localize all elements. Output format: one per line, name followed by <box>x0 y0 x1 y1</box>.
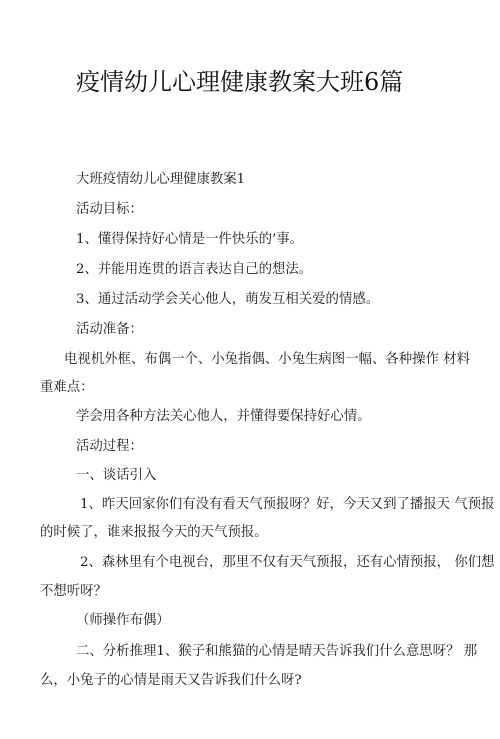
paragraph-line: 3、通过活动学会关心他人，萌发互相关爱的情感。 <box>76 292 380 307</box>
paragraph-line: 重难点： <box>40 380 94 395</box>
paragraph-line: （师操作布偶） <box>76 613 170 628</box>
document-title: 疫情幼儿心理健康教案大班6篇 <box>76 68 404 96</box>
paragraph-line: 的时候了，谁来报报今天的天气预报。 <box>40 525 268 540</box>
paragraph-line: 1、昨天回家你们有没有看天气预报呀？好，今天又到了播报天 气预报 <box>80 497 495 512</box>
paragraph-line: 么，小兔子的心情是雨天又告诉我们什么呀? <box>40 673 302 688</box>
paragraph-line: 活动目标： <box>76 202 143 217</box>
section-heading: 大班疫情幼儿心理健康教案1 <box>76 172 246 187</box>
paragraph-line: 活动准备： <box>76 322 143 337</box>
paragraph-line: 1、懂得保持好心情是一件快乐的’事。 <box>76 232 304 247</box>
paragraph-line: 二、分析推理1、猴子和熊猫的心情是晴天告诉我们什么意思呀？ 那 <box>76 644 478 659</box>
paragraph-line: 活动过程： <box>76 439 143 454</box>
paragraph-line: 电视机外框、布偶一个、小兔指偶、小兔生病图一幅、各种操作 材料 <box>64 352 470 367</box>
paragraph-line: 学会用各种方法关心他人，并懂得要保持好心情。 <box>76 409 371 424</box>
paragraph-line: 2、并能用连贯的语言表达自己的想法。 <box>76 262 313 277</box>
paragraph-line: 一、谈话引入 <box>76 468 157 483</box>
paragraph-line: 不想听呀？ <box>40 584 107 599</box>
paragraph-line: 2、森林里有个电视台，那里不仅有天气预报，还有心情预报， 你们想 <box>80 555 495 570</box>
